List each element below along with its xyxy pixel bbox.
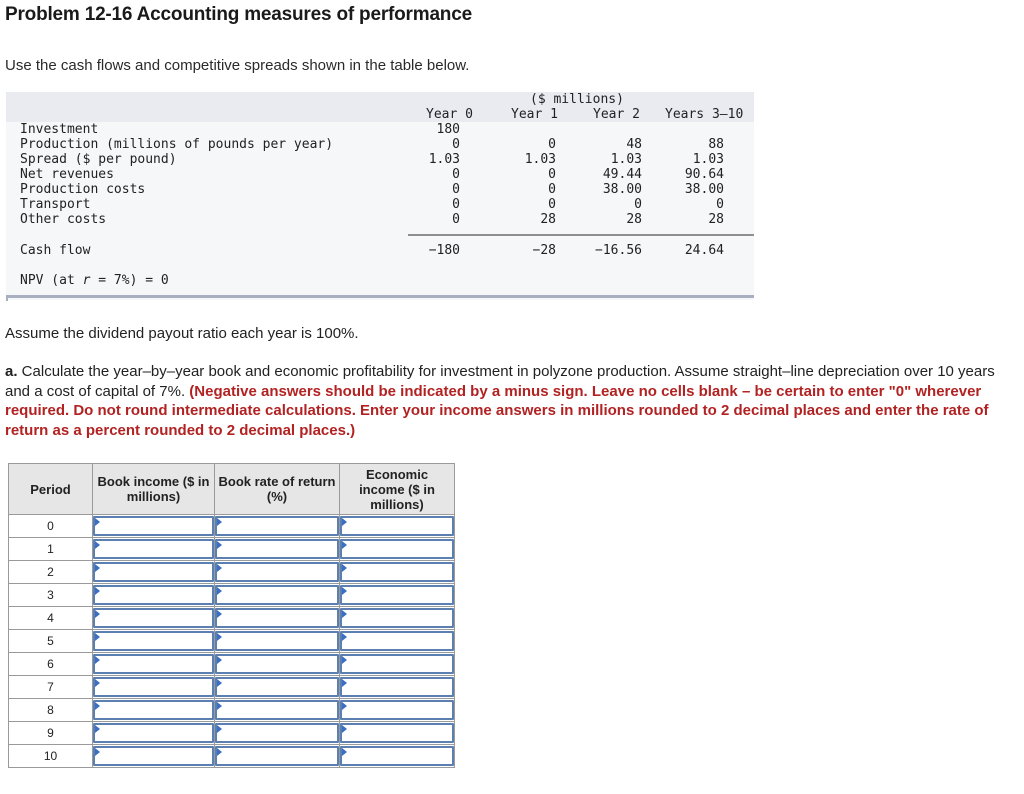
economic-income-input[interactable] <box>340 677 454 697</box>
answer-cell <box>93 515 215 538</box>
answer-header-row <box>9 464 455 515</box>
header-book-income: Book income ($ in millions) <box>93 464 215 515</box>
cell: 1.03 <box>610 152 642 167</box>
book-rate-input[interactable] <box>215 677 339 697</box>
economic-income-input[interactable] <box>340 516 454 536</box>
economic-income-input[interactable] <box>340 562 454 582</box>
unit-header: ($ millions) <box>530 92 624 107</box>
table-row <box>9 515 455 538</box>
economic-income-input[interactable] <box>340 585 454 605</box>
row-label-investment: Investment <box>20 122 99 137</box>
table-row <box>9 538 455 561</box>
table-row <box>9 722 455 745</box>
page-title: Problem 12-16 Accounting measures of performance <box>5 4 472 25</box>
answer-cell <box>340 584 455 607</box>
row-label-production-costs: Production costs <box>20 182 146 197</box>
book-income-input[interactable] <box>93 562 214 582</box>
book-rate-input[interactable] <box>215 631 339 651</box>
cell: 48 <box>626 137 642 152</box>
period-cell: 5 <box>9 630 93 653</box>
npv-label-start: NPV (at <box>20 273 83 288</box>
row-label-transport: Transport <box>20 197 91 212</box>
cell: 49.44 <box>602 167 642 182</box>
answer-cell <box>93 699 215 722</box>
cell: 38.00 <box>684 182 724 197</box>
col-header-years3-10: Years 3–10 <box>665 107 744 122</box>
table-header-band <box>6 92 754 122</box>
intro-text: Use the cash flows and competitive spreads shown in the table below. <box>5 57 470 74</box>
cash-flow-separator <box>408 234 754 236</box>
header-book-rate: Book rate of return (%) <box>215 464 340 515</box>
answer-cell <box>215 538 340 561</box>
header-period: Period <box>9 464 93 515</box>
answer-cell <box>215 515 340 538</box>
period-cell: 9 <box>9 722 93 745</box>
cell: 90.64 <box>684 167 724 182</box>
book-income-input[interactable] <box>93 677 214 697</box>
book-rate-input[interactable] <box>215 654 339 674</box>
answer-cell <box>215 699 340 722</box>
answer-cell <box>340 653 455 676</box>
answer-cell <box>93 676 215 699</box>
period-cell: 4 <box>9 607 93 630</box>
answer-cell <box>93 538 215 561</box>
row-label-production: Production (millions of pounds per year) <box>20 137 334 152</box>
answer-cell <box>340 607 455 630</box>
row-label-net-revenues: Net revenues <box>20 167 114 182</box>
question-instruction: (Negative answers should be indicated by a minus sign. Leave no cells blank – be certain to enter "0" wherever required. Do not round intermediate calculations. Enter your income answers in millions rounded to 2 decimal places and enter the rate of return as a percent rounded to 2 decimal places.) <box>5 382 989 439</box>
table-row <box>9 676 455 699</box>
period-cell: 8 <box>9 699 93 722</box>
answer-cell <box>93 630 215 653</box>
book-income-input[interactable] <box>93 654 214 674</box>
row-label-cash-flow: Cash flow <box>20 243 91 258</box>
cell: 38.00 <box>602 182 642 197</box>
answer-cell <box>215 653 340 676</box>
col-header-year1: Year 1 <box>511 107 558 122</box>
period-cell: 2 <box>9 561 93 584</box>
cell: 1.03 <box>692 152 724 167</box>
book-income-input[interactable] <box>93 631 214 651</box>
answer-cell <box>340 630 455 653</box>
npv-rate-symbol: r <box>82 273 91 288</box>
cell: 0 <box>452 197 460 212</box>
answer-cell <box>215 676 340 699</box>
answer-cell <box>215 745 340 768</box>
answer-cell <box>215 561 340 584</box>
period-cell: 7 <box>9 676 93 699</box>
cell: −16.56 <box>595 243 642 258</box>
npv-label-end: = 7%) = 0 <box>90 273 169 288</box>
book-rate-input[interactable] <box>215 746 339 766</box>
cell: 0 <box>452 137 460 152</box>
period-cell: 3 <box>9 584 93 607</box>
book-rate-input[interactable] <box>215 723 339 743</box>
cell: 28 <box>540 212 556 227</box>
question-a <box>5 362 1015 440</box>
cell: 180 <box>436 122 460 137</box>
book-rate-input[interactable] <box>215 539 339 559</box>
cell: 0 <box>452 212 460 227</box>
answer-cell <box>340 515 455 538</box>
answer-cell <box>93 607 215 630</box>
period-cell: 10 <box>9 745 93 768</box>
answer-cell <box>340 722 455 745</box>
col-header-year2: Year 2 <box>593 107 640 122</box>
table-row <box>9 699 455 722</box>
period-cell: 0 <box>9 515 93 538</box>
cell: 0 <box>548 182 556 197</box>
table-row <box>9 584 455 607</box>
answer-cell <box>93 584 215 607</box>
answer-cell <box>215 607 340 630</box>
table-row <box>9 607 455 630</box>
answer-cell <box>93 722 215 745</box>
cell: 1.03 <box>428 152 460 167</box>
cell: 0 <box>548 167 556 182</box>
book-income-input[interactable] <box>93 539 214 559</box>
answer-cell <box>340 676 455 699</box>
book-income-input[interactable] <box>93 516 214 536</box>
question-part-label: a. <box>5 363 18 380</box>
answer-cell <box>93 653 215 676</box>
book-income-input[interactable] <box>93 723 214 743</box>
cash-flow-data-table <box>6 92 754 301</box>
book-rate-input[interactable] <box>215 585 339 605</box>
book-income-input[interactable] <box>93 585 214 605</box>
economic-income-input[interactable] <box>340 746 454 766</box>
book-income-input[interactable] <box>93 608 214 628</box>
economic-income-input[interactable] <box>340 539 454 559</box>
cell: 0 <box>452 182 460 197</box>
answer-cell <box>93 561 215 584</box>
npv-line <box>20 273 169 288</box>
cell: 0 <box>452 167 460 182</box>
economic-income-input[interactable] <box>340 723 454 743</box>
table-row <box>9 630 455 653</box>
cell: 28 <box>626 212 642 227</box>
cell: −180 <box>428 243 460 258</box>
question-text: Calculate the year–by–year book and economic profitability for investment in polyzone production. Assume straight–line depreciation over 10 years and a cost of capital of 7%. <box>5 363 995 400</box>
row-label-spread: Spread ($ per pound) <box>20 152 177 167</box>
answer-cell <box>340 538 455 561</box>
answer-cell <box>215 630 340 653</box>
cell: 28 <box>708 212 724 227</box>
cell: 1.03 <box>524 152 556 167</box>
book-income-input[interactable] <box>93 700 214 720</box>
economic-income-input[interactable] <box>340 631 454 651</box>
period-cell: 1 <box>9 538 93 561</box>
table-bottom-rule <box>6 295 754 298</box>
col-header-year0: Year 0 <box>426 107 473 122</box>
cell: 0 <box>716 197 724 212</box>
answer-cell <box>340 699 455 722</box>
book-rate-input[interactable] <box>215 608 339 628</box>
header-economic-income: Economic income ($ in millions) <box>340 464 455 515</box>
answer-table <box>8 463 455 768</box>
economic-income-input[interactable] <box>340 700 454 720</box>
economic-income-input[interactable] <box>340 608 454 628</box>
answer-cell <box>93 745 215 768</box>
assumption-text: Assume the dividend payout ratio each year is 100%. <box>5 325 359 342</box>
answer-cell <box>215 584 340 607</box>
book-income-input[interactable] <box>93 746 214 766</box>
answer-cell <box>340 561 455 584</box>
period-cell: 6 <box>9 653 93 676</box>
book-rate-input[interactable] <box>215 562 339 582</box>
table-row <box>9 561 455 584</box>
cell: 24.64 <box>684 243 724 258</box>
cell: 0 <box>634 197 642 212</box>
row-label-other-costs: Other costs <box>20 212 107 227</box>
book-rate-input[interactable] <box>215 700 339 720</box>
answer-cell <box>340 745 455 768</box>
cell: 0 <box>548 137 556 152</box>
table-row <box>9 745 455 768</box>
table-corner-tick <box>6 295 8 301</box>
cell: −28 <box>532 243 556 258</box>
book-rate-input[interactable] <box>215 516 339 536</box>
cell: 88 <box>708 137 724 152</box>
economic-income-input[interactable] <box>340 654 454 674</box>
table-row <box>9 653 455 676</box>
cell: 0 <box>548 197 556 212</box>
answer-cell <box>215 722 340 745</box>
